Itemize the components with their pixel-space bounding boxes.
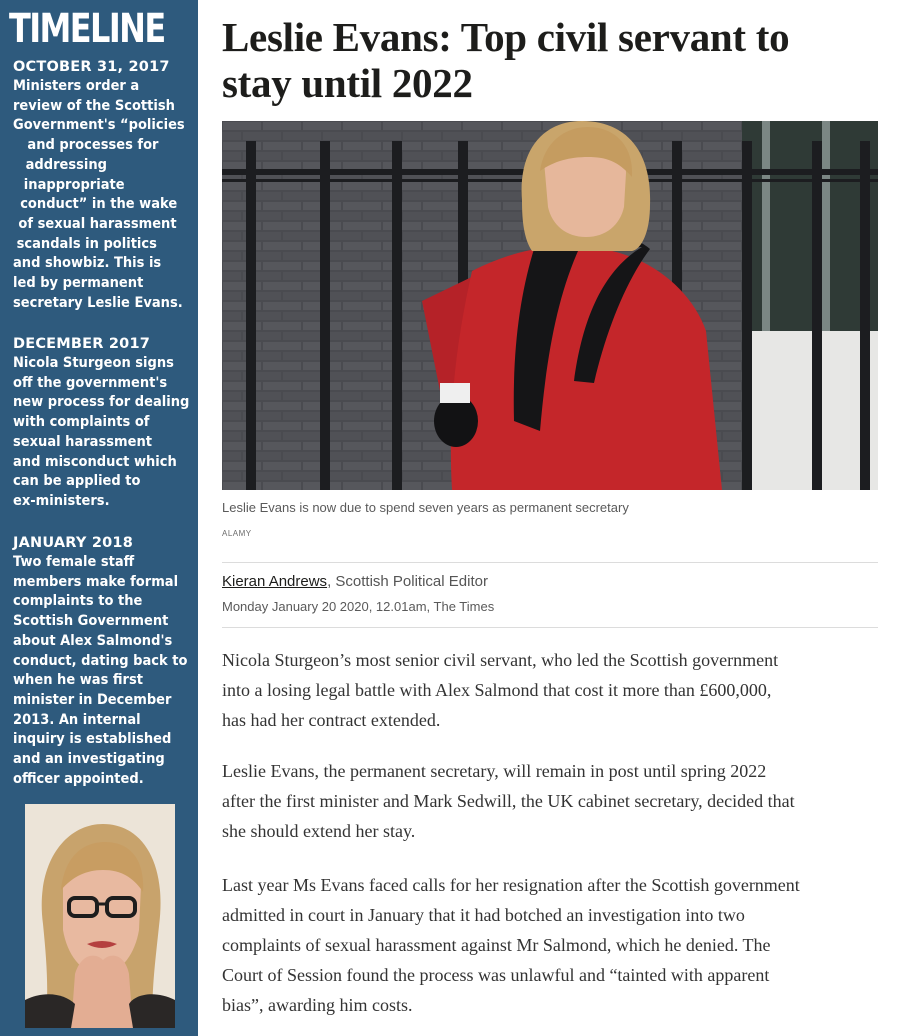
timeline-line: can be applied to bbox=[13, 473, 141, 490]
article-paragraph bbox=[222, 645, 882, 735]
timeline-line: minister in December bbox=[13, 691, 172, 708]
timeline-line: new process for dealing bbox=[13, 394, 190, 411]
paragraph-line: after the first minister and Mark Sedwill, the UK cabinet secretary, decided that bbox=[222, 791, 795, 811]
portrait-photo bbox=[25, 804, 175, 1028]
paragraph-line: into a losing legal battle with Alex Salmond that cost it more than £600,000, bbox=[222, 680, 772, 700]
paragraph-line: Leslie Evans, the permanent secretary, will remain in post until spring 2022 bbox=[222, 761, 767, 781]
timeline-line: and showbiz. This is bbox=[13, 255, 162, 272]
timeline-line: members make formal bbox=[13, 573, 179, 590]
timeline-date: OCTOBER 31, 2017 bbox=[13, 59, 170, 75]
timeline-entry bbox=[13, 58, 195, 313]
timeline-line: of sexual harassment bbox=[18, 215, 177, 232]
image-caption: Leslie Evans is now due to spend seven years as permanent secretary bbox=[222, 500, 629, 515]
timeline-line: when he was first bbox=[13, 672, 144, 689]
paragraph-line: admitted in court in January that it had botched an investigation into two bbox=[222, 905, 745, 925]
paragraph-line: she should extend her stay. bbox=[222, 821, 416, 841]
timeline-line: 2013. An internal bbox=[13, 711, 141, 728]
paragraph-line: Last year Ms Evans faced calls for her resignation after the Scottish government bbox=[222, 875, 800, 895]
timeline-text bbox=[13, 354, 189, 512]
portrait-illustration bbox=[25, 804, 175, 1028]
timeline-date: JANUARY 2018 bbox=[13, 535, 133, 551]
timeline-sidebar bbox=[0, 0, 198, 1036]
timeline-line: Scottish Government bbox=[13, 613, 169, 630]
timeline-line: and processes for bbox=[27, 137, 159, 154]
article-paragraph bbox=[222, 870, 882, 1020]
timeline-line: with complaints of bbox=[13, 414, 150, 431]
paragraph-line: Court of Session found the process was unlawful and “tainted with apparent bbox=[222, 965, 770, 985]
timeline-line: off the government's bbox=[13, 374, 168, 391]
timeline-line: and an investigating bbox=[13, 751, 165, 768]
timeline-line: sexual harassment bbox=[13, 433, 153, 450]
timeline-line: complaints to the bbox=[13, 593, 143, 610]
timeline-line: conduct” in the wake bbox=[20, 196, 178, 213]
hero-illustration bbox=[222, 121, 878, 490]
timeline-line: about Alex Salmond's bbox=[13, 632, 173, 649]
timeline-line: review of the Scottish bbox=[13, 97, 175, 114]
timeline-entry bbox=[13, 534, 195, 789]
timeline-line: scandals in politics bbox=[16, 235, 157, 252]
article-headline bbox=[222, 14, 878, 106]
paragraph-line: Nicola Sturgeon’s most senior civil servant, who led the Scottish government bbox=[222, 650, 779, 670]
image-credit: ALAMY bbox=[222, 529, 252, 538]
timeline-line: addressing bbox=[25, 156, 108, 173]
timeline-line: Government's “policies bbox=[13, 117, 185, 134]
timeline-text bbox=[13, 77, 189, 313]
timeline-entry bbox=[13, 335, 195, 512]
divider bbox=[222, 627, 878, 628]
timeline-line: ex-ministers. bbox=[13, 492, 110, 509]
timeline-line: Two female staff bbox=[13, 554, 135, 570]
timeline-title: TIMELINE bbox=[9, 6, 165, 52]
timeline-line: led by permanent bbox=[13, 275, 144, 292]
timeline-line: inquiry is established bbox=[13, 731, 172, 748]
timeline-line: Ministers order a bbox=[13, 78, 140, 94]
byline bbox=[222, 573, 488, 590]
author-link[interactable]: Kieran Andrews bbox=[222, 573, 328, 590]
timeline-line: secretary Leslie Evans. bbox=[13, 294, 183, 311]
timeline-line: and misconduct which bbox=[13, 453, 177, 470]
article-paragraph bbox=[222, 756, 882, 846]
headline-line: stay until 2022 bbox=[222, 60, 473, 106]
timeline-date: DECEMBER 2017 bbox=[13, 336, 151, 352]
author-role: , Scottish Political Editor bbox=[327, 573, 488, 590]
publish-dateline: Monday January 20 2020, 12.01am, The Times bbox=[222, 599, 495, 614]
timeline-line: officer appointed. bbox=[13, 770, 144, 787]
headline-line: Leslie Evans: Top civil servant to bbox=[222, 14, 790, 60]
paragraph-line: bias”, awarding him costs. bbox=[222, 995, 413, 1015]
timeline-line: conduct, dating back to bbox=[13, 652, 188, 669]
timeline-line: Nicola Sturgeon signs bbox=[13, 355, 174, 371]
timeline-line: inappropriate bbox=[23, 176, 125, 193]
divider bbox=[222, 562, 878, 563]
hero-photo bbox=[222, 121, 878, 490]
timeline-text bbox=[13, 553, 189, 789]
paragraph-line: complaints of sexual harassment against Mr Salmond, which he denied. The bbox=[222, 935, 771, 955]
paragraph-line: has had her contract extended. bbox=[222, 710, 441, 730]
